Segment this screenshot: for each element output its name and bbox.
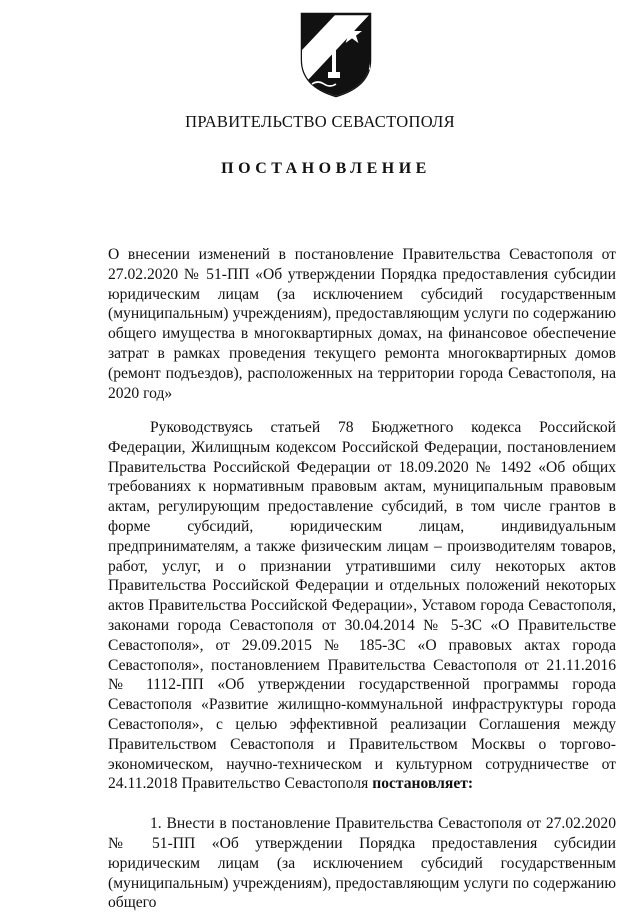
document-subject: О внесении изменений в постановление Правительства Севастополя от 27.02.2020 № 51-ПП «Об утверждении Порядка предоставления субсидии юридическим лицам (за исключением субсидий государственным (муниципальным) учреждениям), предоставляющим услуги по содержанию общего имущества в многоквартирных домах, на финансовое обеспечение затрат в рамках проведения текущего ремонта многоквартирных домов (ремонт подъездов), расположенных на территории города Севастополя, на 2020 год»	[108, 246, 616, 402]
preamble-text: Руководствуясь статьей 78 Бюджетного кодекса Российской Федерации, Жилищным кодексом Российской Федерации, постановлением Правительства Российской Федерации от 18.09.2020 № 1492 «Об общих требованиях к нормативным правовым актам, муниципальным правовым актам, регулирующим предоставление субсидий, в том числе грантов в форме субсидий, юридическим лицам, индивидуальным предпринимателям, а также физическим лицам – производителям товаров, работ, услуг, и о признании утратившими силу некоторых актов Правительства Российской Федерации и отдельных положений некоторых актов Правительства Российской Федерации», Уставом города Севастополя, законами города Севастополя от 30.04.2014 № 5-ЗС «О Правительстве Севастополя», от 29.09.2015 № 185-ЗС «О правовых актах города Севастополя», постановлением Правительства Севастополя от 21.11.2016 № 1112-ПП «Об утверждении государственной программы города Севастополя «Развитие жилищно-коммунальной инфраструктуры города Севастополя», с целью эффективной реализации Соглашения между Правительством Севастополя и Правительством Москвы о торгово-экономическом, научно-техническом и культурном сотрудничестве от 24.11.2018 Правительство Севастополя	[108, 419, 616, 793]
government-name: ПРАВИТЕЛЬСТВО СЕВАСТОПОЛЯ	[185, 112, 455, 131]
document-body	[108, 418, 616, 913]
decides-keyword: постановляет:	[372, 775, 474, 793]
preamble-paragraph	[108, 418, 616, 794]
document-type-title: ПОСТАНОВЛЕНИЕ	[221, 160, 431, 177]
sevastopol-coat-of-arms-icon	[296, 10, 376, 98]
clause-1-paragraph: 1. Внести в постановление Правительства Севастополя от 27.02.2020 № 51-ПП «Об утверждении Порядка предоставления субсидии юридическим лицам (за исключением субсидий государственным (муниципальным) учреждениям), предоставляющим услуги по содержанию общего	[108, 815, 616, 912]
